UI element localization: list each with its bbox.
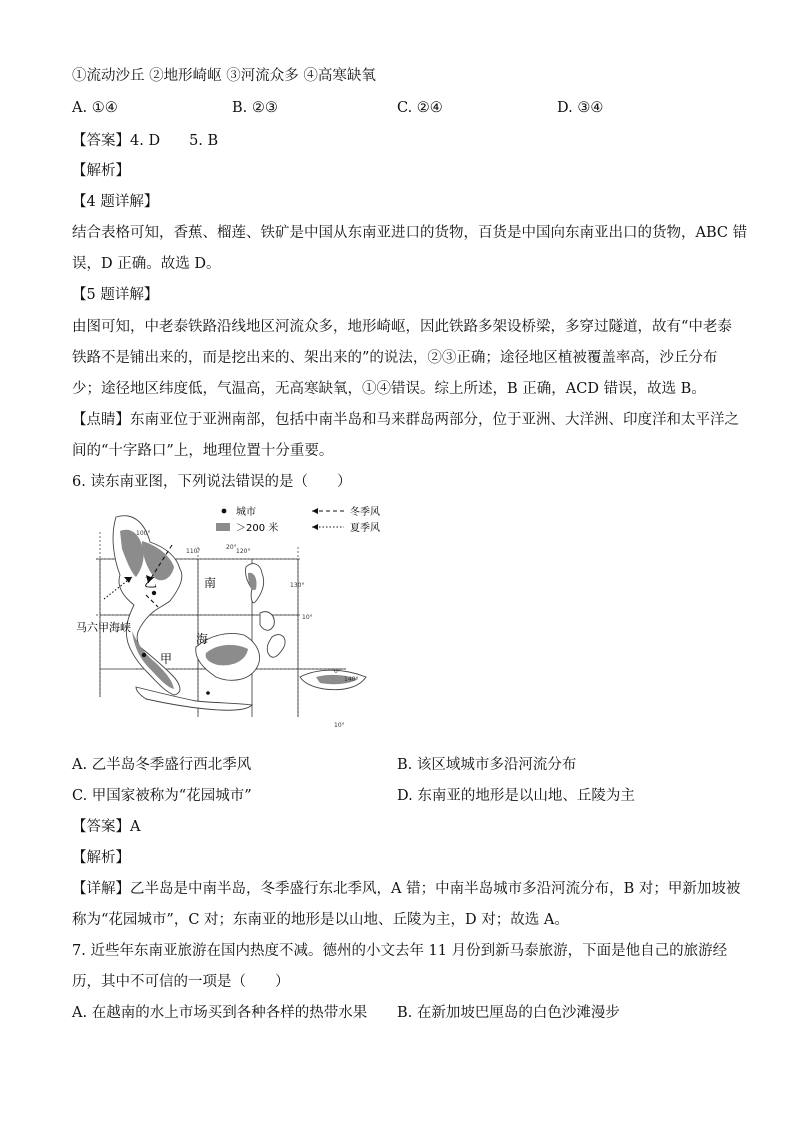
q5-detail-text-3: 少；途径地区纬度低，气温高，无高寒缺氧，①④错误。综上所述，B 正确，ACD 错误，故选 B。 xyxy=(72,381,706,397)
q5-detail-text-1: 由图可知，中老泰铁路沿线地区河流众多，地形崎岖，因此铁路多架设桥梁，多穿过隧道，故有“中老泰 xyxy=(72,319,732,335)
city-dot xyxy=(152,591,156,595)
tick-lat-0: 0° xyxy=(334,668,341,675)
label-yi: 乙 xyxy=(144,576,158,591)
q7-option-b: B. 在新加坡巴厘岛的白色沙滩漫步 xyxy=(397,1005,620,1021)
question-7-line-2: 历，其中不可信的一项是（ ） xyxy=(72,974,290,990)
tick-lon-100: 100° xyxy=(136,530,151,537)
answer-4-5: 【答案】4. D 5. B xyxy=(72,133,219,149)
q5-options-statements: ①流动沙丘 ②地形崎岖 ③河流众多 ④高寒缺氧 xyxy=(72,68,376,84)
q6-option-c: C. 甲国家被称为“花园城市” xyxy=(72,788,252,804)
q4-detail-text-2: 误，D 正确。故选 D。 xyxy=(72,256,221,272)
q5-option-c: C. ②④ xyxy=(397,100,443,116)
city-dot xyxy=(142,653,146,657)
analysis-heading-1: 【解析】 xyxy=(72,163,130,179)
q7-option-a: A. 在越南的水上市场买到各种各样的热带水果 xyxy=(72,1005,368,1021)
tick-lon-110: 110° xyxy=(186,548,201,555)
southeast-asia-map xyxy=(76,497,390,729)
q6-option-a: A. 乙半岛冬季盛行西北季风 xyxy=(72,757,252,773)
legend-winter-monsoon: 冬季风 xyxy=(350,507,380,518)
label-nan: 南 xyxy=(204,576,217,590)
label-jia: 甲 xyxy=(160,652,173,666)
q6-detail-text-1: 【详解】乙半岛是中南半岛，冬季盛行东北季风，A 错；中南半岛城市多沿河流分布，B 对；甲新加坡被 xyxy=(72,881,741,897)
elevation-legend-swatch xyxy=(216,523,230,531)
answer-6: 【答案】A xyxy=(72,819,141,835)
tick-lon-140: 140° xyxy=(344,676,359,683)
tick-lat-20: 20° xyxy=(226,544,237,551)
tick-lat-10: 10° xyxy=(302,614,313,621)
analysis-heading-2: 【解析】 xyxy=(72,850,130,866)
question-6: 6. 读东南亚图，下列说法错误的是（ ） xyxy=(72,474,352,490)
q6-option-d: D. 东南亚的地形是以山地、丘陵为主 xyxy=(397,788,635,804)
q5-option-b: B. ②③ xyxy=(232,100,278,116)
q5-option-d: D. ③④ xyxy=(557,100,604,116)
q5-detail-text-2: 铁路不是铺出来的，而是挖出来的、架出来的”的说法，②③正确；途径地区植被覆盖率高，沙丘分布 xyxy=(72,350,718,366)
key-point-text-2: 间的“十字路口”上，地理位置十分重要。 xyxy=(72,443,334,459)
legend-elevation: ＞200 米 xyxy=(236,523,279,534)
legend-city: 城市 xyxy=(236,507,256,518)
tick-lon-120: 120° xyxy=(236,548,251,555)
q4-detail-heading: 【4 题详解】 xyxy=(72,194,159,210)
q5-option-a: A. ①④ xyxy=(72,100,118,116)
map-legend xyxy=(216,505,380,534)
q6-detail-text-2: 称为“花园城市”，C 对；东南亚的地形是以山地、丘陵为主，D 对；故选 A。 xyxy=(72,912,569,928)
label-hai: 海 xyxy=(196,632,209,646)
question-7-line-1: 7. 近些年东南亚旅游在国内热度不减。德州的小文去年 11 月份到新马泰旅游，下面是他自己的旅游经 xyxy=(72,943,728,959)
q6-option-b: B. 该区域城市多沿河流分布 xyxy=(397,757,577,773)
city-dot xyxy=(206,691,210,695)
city-legend-icon xyxy=(222,509,227,514)
q4-detail-text-1: 结合表格可知，香蕉、榴莲、铁矿是中国从东南亚进口的货物，百货是中国向东南亚出口的货物，ABC 错 xyxy=(72,225,748,241)
q5-detail-heading: 【5 题详解】 xyxy=(72,287,159,303)
tick-lon-130: 130° xyxy=(290,582,305,589)
label-malacca-strait: 马六甲海峡 xyxy=(76,621,131,634)
key-point-text-1: 【点睛】东南亚位于亚洲南部，包括中南半岛和马来群岛两部分，位于亚洲、大洋洲、印度洋和太平洋之 xyxy=(72,412,739,428)
legend-summer-monsoon: 夏季风 xyxy=(350,523,380,534)
tick-lat-10s: 10° xyxy=(334,722,345,729)
